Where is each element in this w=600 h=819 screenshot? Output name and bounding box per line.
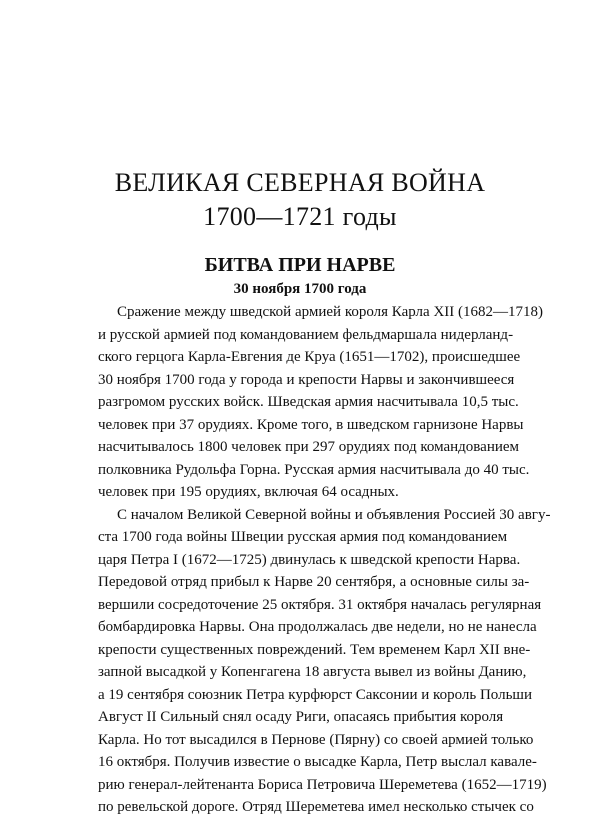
paragraph2-line: Август II Сильный снял осаду Риги, опасаясь прибытия короля (98, 709, 504, 725)
paragraph2-line: С началом Великой Северной войны и объявления Россией 30 авгу- (117, 506, 551, 523)
paragraph2-line: рию генерал-лейтенанта Бориса Петровича Шереметева (1652—1719) (98, 776, 547, 793)
paragraph2-line: бомбардировка Нарвы. Она продолжалась две недели, но не нанесла (98, 619, 537, 635)
paragraph1-line: насчитывалось 1800 человек при 297 орудиях под командованием (98, 439, 520, 455)
paragraph1-line: и русской армией под командованием фельдмаршала нидерланд- (98, 326, 514, 343)
paragraph1-line: человек при 195 орудиях, включая 64 осадных. (98, 484, 399, 500)
paragraph2-line: вершили сосредоточение 25 октября. 31 октября началась регулярная (98, 596, 542, 613)
paragraph2-line: а 19 сентября союзник Петра курфюрст Саксонии и король Польши (98, 686, 532, 703)
paragraph1-line: ского герцога Карла-Евгения де Круа (1651—1702), происшедшее (98, 349, 521, 365)
paragraph2-line: Карла. Но тот высадился в Пернове (Пярну) со своей армией только (98, 731, 534, 748)
body-text (98, 301, 551, 819)
chapter-title (0, 166, 600, 234)
paragraph1-line: Сражение между шведской армией короля Карла XII (1682—1718) (117, 304, 544, 320)
paragraph2-line: 16 октября. Получив известие о высадке Карла, Петр выслал кавале- (98, 754, 537, 770)
paragraph1-line: человек при 37 орудиях. Кроме того, в шведском гарнизоне Нарвы (98, 416, 524, 433)
paragraph2-line: запной высадкой у Копенгагена 18 августа вывел из войны Данию, (98, 664, 527, 680)
paragraph2-line: крепости существенных повреждений. Тем временем Карл XII вне- (98, 641, 531, 658)
paragraph1-line: 30 ноября 1700 года у города и крепости Нарвы и закончившееся (98, 371, 515, 388)
chapter-title-line2: 1700—1721 годы (203, 202, 397, 231)
paragraph2-line: по ревельской дороге. Отряд Шереметева имел несколько стычек со (98, 799, 534, 815)
paragraph2-line: Передовой отряд прибыл к Нарве 20 сентября, а основные силы за- (98, 574, 530, 590)
paragraph2-line: ста 1700 года войны Швеции русская армия под командованием (98, 529, 508, 545)
chapter-title-line1: ВЕЛИКАЯ СЕВЕРНАЯ ВОЙНА (114, 168, 486, 197)
section-title: БИТВА ПРИ НАРВЕ (204, 254, 396, 276)
section-date: 30 ноября 1700 года (233, 281, 367, 297)
paragraph1-line: полковника Рудольфа Горна. Русская армия насчитывала до 40 тыс. (98, 461, 530, 478)
paragraph1-line: разгромом русских войск. Шведская армия насчитывала 10,5 тыс. (98, 394, 519, 410)
paragraph2-line: царя Петра I (1672—1725) двинулась к шведской крепости Нарва. (98, 551, 521, 568)
